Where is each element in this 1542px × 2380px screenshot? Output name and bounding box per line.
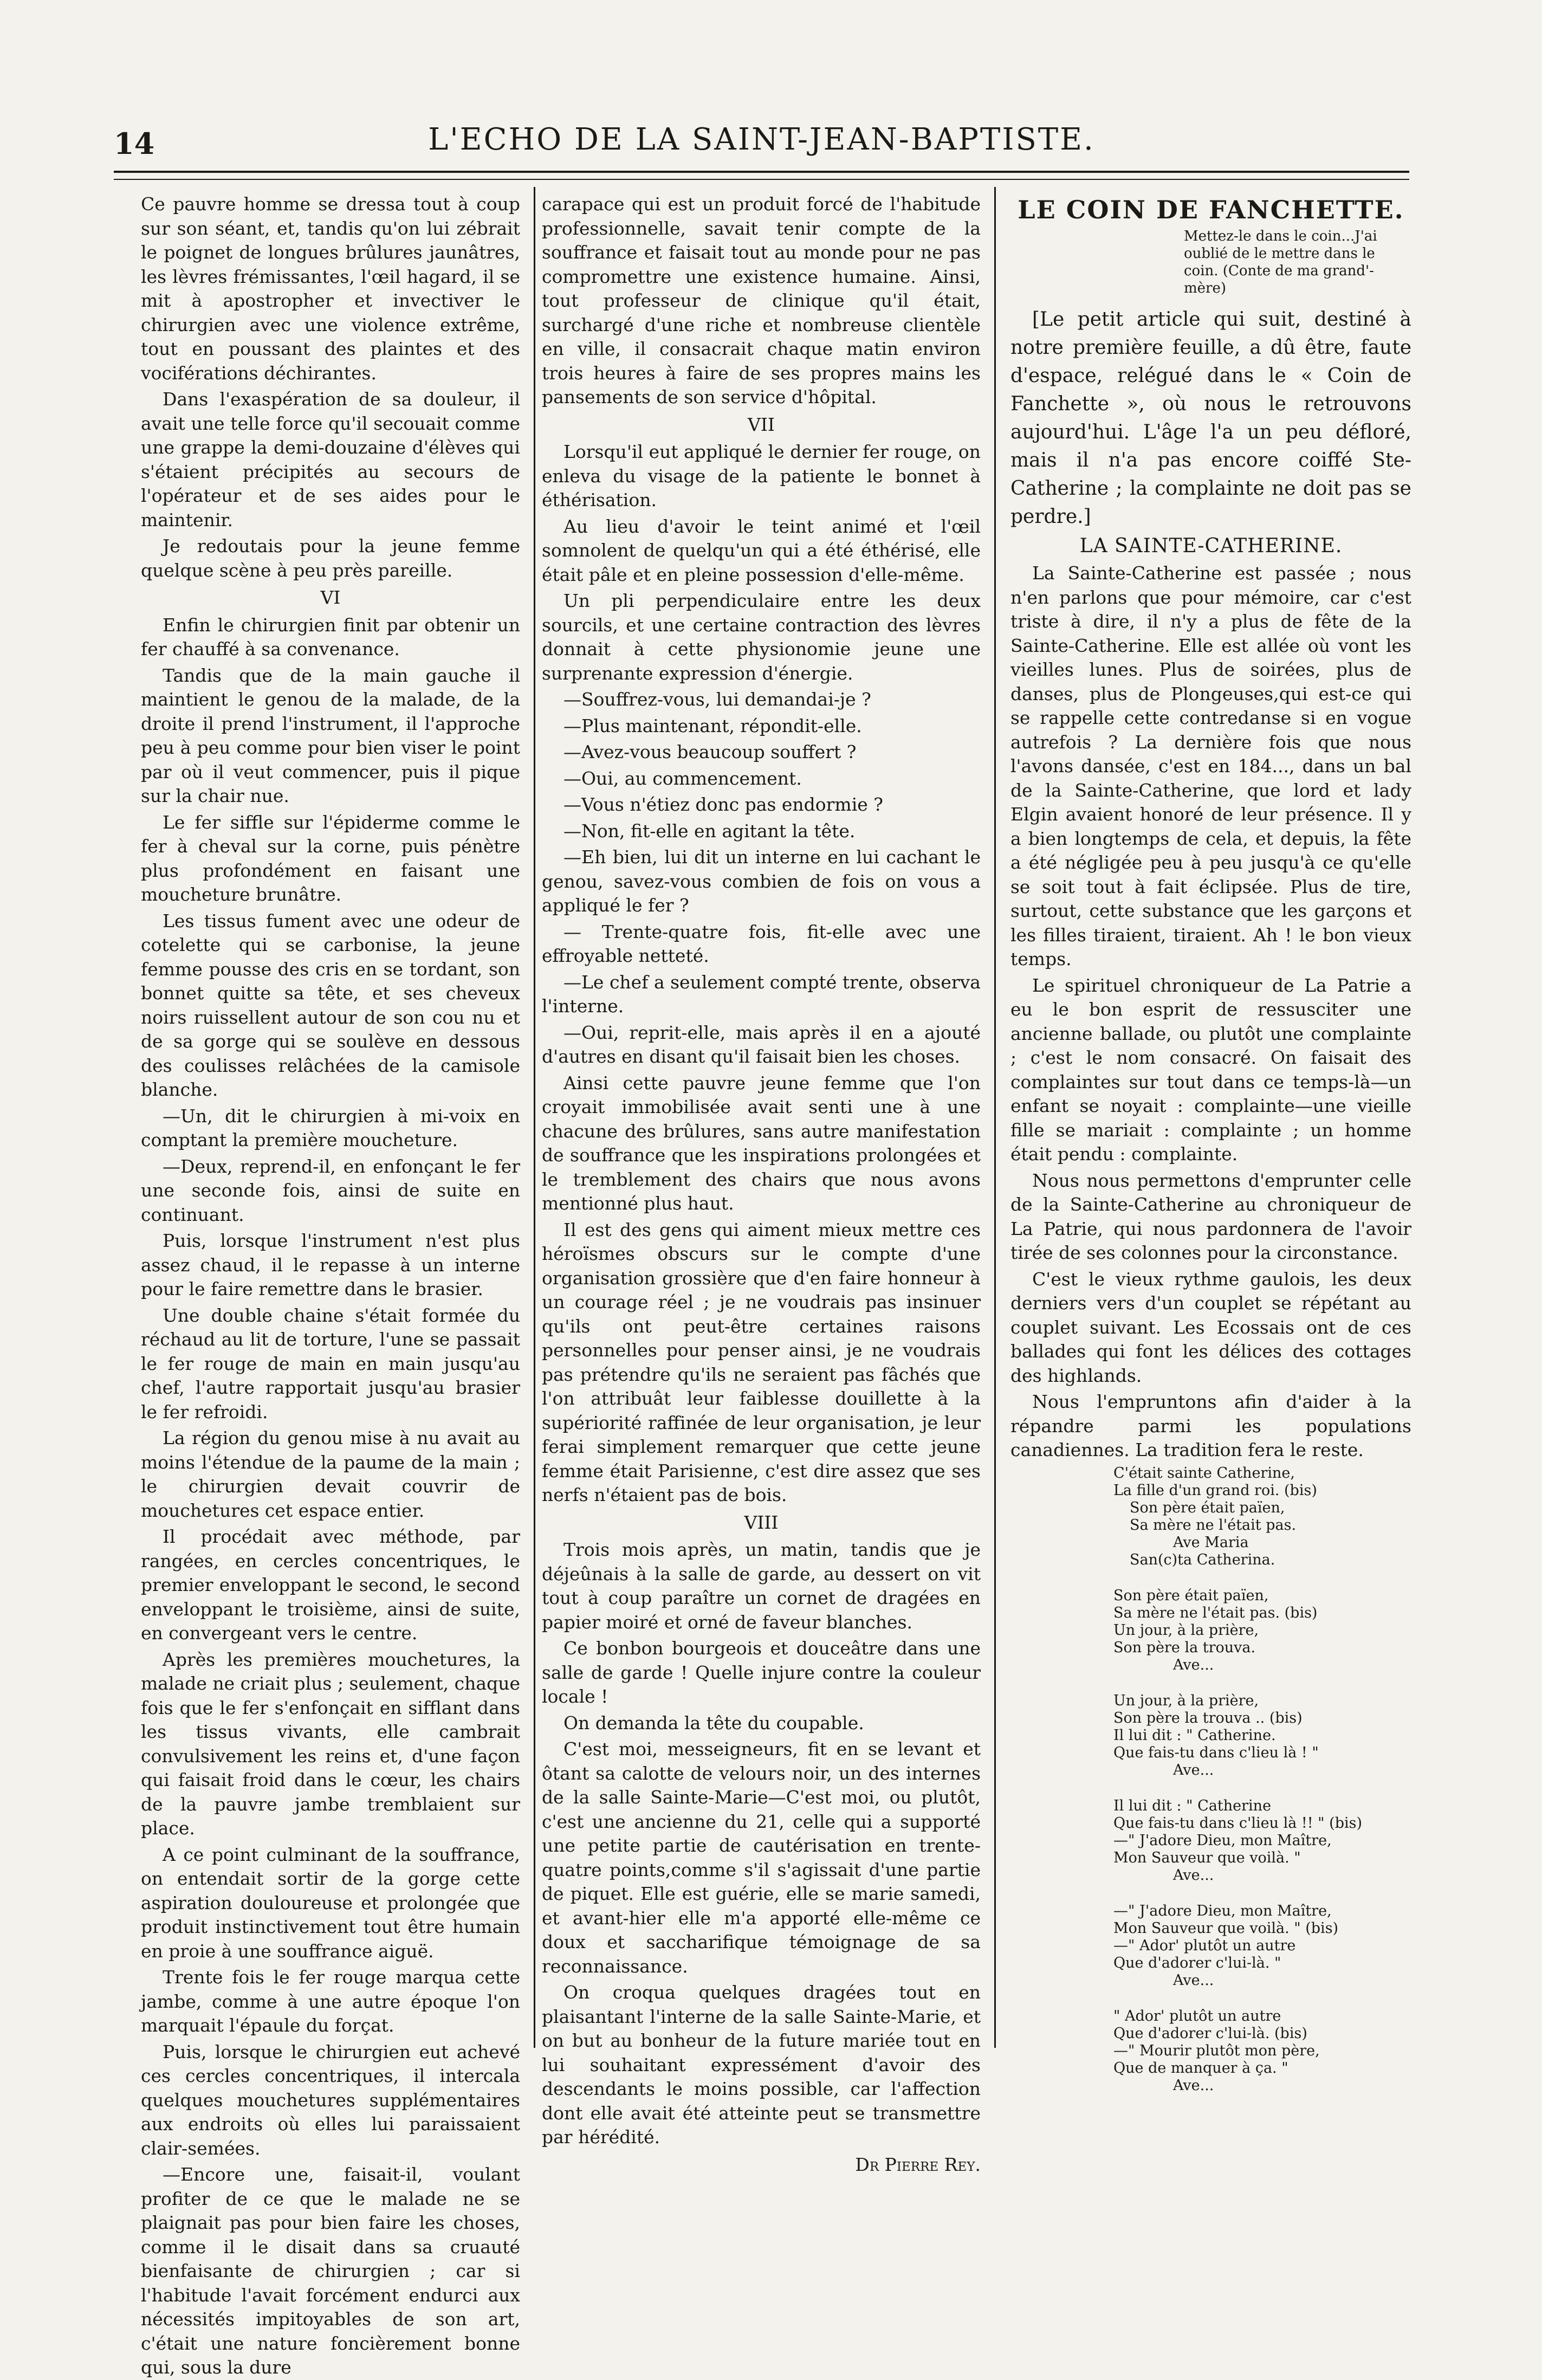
section-number: VI bbox=[320, 587, 341, 608]
paragraph: Nous nous permettons d'emprunter celle de la Sainte-Catherine au chroniqueur de La Patrie, qui nous pardonnera de l'avoir tirée de ses colonnes pour la circonstance. bbox=[1010, 1169, 1411, 1263]
complainte-poem bbox=[1113, 1465, 1411, 2094]
paragraph: Nous l'empruntons afin d'aider à la répandre parmi les populations canadiennes. La tradition fera le reste. bbox=[1010, 1391, 1411, 1460]
column-3 bbox=[1010, 192, 1411, 2094]
paragraph: —Un, dit le chirurgien à mi-voix en comptant la première moucheture. bbox=[141, 1105, 520, 1150]
editor-note: [Le petit article qui suit, destiné à notre première feuille, a dû être, faute d'espace, relégué dans le « Coin de Fanchette », où nous le retrouvons aujourd'hui. L'âge l'a un peu défloré, mais il n'a pas encore coiffé Ste-Catherine ; la complainte ne doit pas se perdre.] bbox=[1010, 308, 1411, 528]
poem-line: Ave... bbox=[1173, 1761, 1214, 1778]
paragraph: Une double chaine s'était formée du réchaud au lit de torture, l'une se passait le fer rouge de main en main jusqu'au chef, l'autre rapportait jusqu'au brasier le fer refroidi. bbox=[141, 1304, 520, 1422]
paragraph: A ce point culminant de la souffrance, on entendait sortir de la gorge cette aspiration douloureuse et prolongée que produit instinctivement tout être humain en proie à une souffrance aiguë. bbox=[141, 1844, 520, 1962]
header-rule-thin bbox=[114, 179, 1409, 180]
paragraph: Puis, lorsque le chirurgien eut achevé ces cercles concentriques, il intercala quelques mouchetures supplémentaires aux endroits où elles lui paraissaient clair-semées. bbox=[141, 2041, 520, 2159]
poem-stanza bbox=[1113, 1692, 1411, 1779]
poem-line: —" J'adore Dieu, mon Maître, bbox=[1113, 1902, 1332, 1919]
paragraph: Trois mois après, un matin, tandis que je déjeûnais à la salle de garde, au dessert on vit tout à coup paraître un cornet de dragées en papier moiré et orné de faveur blanches. bbox=[542, 1539, 981, 1633]
column-1 bbox=[141, 192, 520, 2378]
poem-line: Sa mère ne l'était pas. bbox=[1130, 1516, 1297, 1534]
poem-line: Ave... bbox=[1173, 1866, 1214, 1884]
dialogue-line: —Oui, reprit-elle, mais après il en a ajouté d'autres en disant qu'il faisait bien les choses. bbox=[542, 1021, 981, 1067]
poem-line: Que fais-tu dans c'lieu là !! " (bis) bbox=[1113, 1814, 1363, 1832]
dialogue-line: —Avez-vous beaucoup souffert ? bbox=[563, 741, 857, 762]
poem-line: Que de manquer à ça. " bbox=[1113, 2059, 1288, 2077]
paragraph: On demanda la tête du coupable. bbox=[563, 1712, 864, 1734]
dialogue-line: —Vous n'étiez donc pas endormie ? bbox=[563, 794, 883, 815]
paragraph: Trente fois le fer rouge marqua cette jambe, comme à une autre époque l'on marquait l'épaule du forçat. bbox=[141, 1967, 520, 2036]
journal-title: L'ECHO DE LA SAINT-JEAN-BAPTISTE. bbox=[428, 122, 1095, 157]
poem-line: Sa mère ne l'était pas. (bis) bbox=[1113, 1604, 1318, 1621]
article-title: LA SAINTE-CATHERINE. bbox=[1079, 534, 1343, 557]
poem-line: Son père était païen, bbox=[1113, 1587, 1269, 1604]
poem-line: —" Mourir plutôt mon père, bbox=[1113, 2042, 1320, 2059]
paragraph: Il procédait avec méthode, par rangées, en cercles concentriques, le premier enveloppant le second, le second enveloppant le troisième, ainsi de suite, en convergeant vers le centre. bbox=[141, 1526, 520, 1644]
poem-line: C'était sainte Catherine, bbox=[1113, 1464, 1295, 1482]
poem-line: Que fais-tu dans c'lieu là ! " bbox=[1113, 1744, 1319, 1761]
paragraph: C'est le vieux rythme gaulois, les deux derniers vers d'un couplet se répétant au couplet suivant. Les Ecossais ont de ces ballades qui font les délices des cottages des highlands. bbox=[1010, 1268, 1411, 1386]
poem-line: Que d'adorer c'lui-là. " bbox=[1113, 1954, 1281, 1971]
dialogue-line: —Non, fit-elle en agitant la tête. bbox=[563, 820, 856, 842]
poem-line: Mon Sauveur que voilà. " bbox=[1113, 1849, 1301, 1866]
poem-line: Mon Sauveur que voilà. " (bis) bbox=[1113, 1919, 1339, 1937]
poem-line: Son père la trouva .. (bis) bbox=[1113, 1709, 1303, 1726]
poem-line: Il lui dit : " Catherine bbox=[1113, 1797, 1272, 1814]
paragraph: carapace qui est un produit forcé de l'habitude professionnelle, savait tenir compte de la souffrance et faisait tout au monde pour ne pas compromettre une existence humaine. Ainsi, tout professeur de clinique qu'il était, surchargé d'une riche et nombreuse clientèle en ville, il consacrait chaque matin environ trois heures à faire de ses propres mains les pansements de son service d'hôpital. bbox=[542, 193, 981, 408]
poem-stanza bbox=[1113, 1903, 1411, 1989]
paragraph: Tandis que de la main gauche il maintient le genou de la malade, de la droite il prend l'instrument, il l'approche peu à peu comme pour bien viser le point par où il veut commencer, puis il pique sur la chair nue. bbox=[141, 664, 520, 806]
paragraph: Un pli perpendiculaire entre les deux sourcils, et une certaine contraction des lèvres donnait à cette physionomie jeune une surprenante expression d'énergie. bbox=[542, 590, 981, 684]
dialogue-line: —Plus maintenant, répondit-elle. bbox=[563, 715, 862, 736]
poem-line: Un jour, à la prière, bbox=[1113, 1692, 1259, 1709]
poem-line: Que d'adorer c'lui-là. (bis) bbox=[1113, 2025, 1307, 2042]
section-number: VIII bbox=[744, 1511, 779, 1533]
paragraph: On croqua quelques dragées tout en plaisantant l'interne de la salle Sainte-Marie, et on but au bonheur de la future mariée tout en lui souhaitant expressément d'avoir des descendants le moins possible, car l'affection dont elle avait été atteinte peut se transmettre par hérédité. bbox=[542, 1982, 981, 2148]
paragraph: C'est moi, messeigneurs, fit en se levant et ôtant sa calotte de velours noir, un des internes de la salle Sainte-Marie—C'est moi, ou plutôt, c'est une ancienne du 21, celle qui a supporté une petite partie de cautérisation en trente-quatre points,comme s'il s'agissait d'une partie de piquet. Elle est guérie, elle se marie samedi, et avant-hier elle m'a apporté elle-même ce doux et saccharifique témoignage de sa reconnaissance. bbox=[542, 1738, 981, 1977]
paragraph: —Encore une, faisait-il, voulant profiter de ce que le malade ne se plaignait pas pour bien faire les choses, comme il le disait dans sa cruauté bienfaisante de chirurgien ; car si l'habitude l'avait forcément endurci aux nécessités impitoyables de son art, c'était une nature foncièrement bonne qui, sous la dure bbox=[141, 2164, 520, 2378]
poem-line: Un jour, à la prière, bbox=[1113, 1621, 1259, 1639]
column-separator bbox=[994, 187, 996, 2048]
paragraph: —Deux, reprend-il, en enfonçant le fer une seconde fois, ainsi de suite en continuant. bbox=[141, 1155, 520, 1225]
paragraph: Après les premières mouchetures, la malade ne criait plus ; seulement, chaque fois que le fer s'enfonçait en sifflant dans les tissus vivants, elle cambrait convulsivement les reins et, d'une façon qui faisait froid dans le cœur, les chairs de la pauvre jambe tremblaient sur place. bbox=[141, 1648, 520, 1839]
author-signature: Dr Pierre Rey. bbox=[855, 2153, 981, 2175]
column-separator bbox=[534, 187, 535, 2048]
paragraph: Ce bonbon bourgeois et douceâtre dans une salle de garde ! Quelle injure contre la couleur locale ! bbox=[542, 1638, 981, 1707]
poem-line: Ave... bbox=[1173, 1656, 1214, 1673]
paragraph: Les tissus fument avec une odeur de cotelette qui se carbonise, la jeune femme pousse des cris en se tordant, son bonnet quitte sa tête, et ses cheveux noirs ruissellent autour de son cou nu et de sa gorge qui se soulève en dessous des coulisses relâchées de la camisole blanche. bbox=[141, 910, 520, 1100]
poem-line: La fille d'un grand roi. (bis) bbox=[1113, 1482, 1317, 1499]
paragraph: Le spirituel chroniqueur de La Patrie a eu le bon esprit de ressusciter une ancienne ballade, ou plutôt une complainte ; c'est le nom consacré. On faisait des complaintes sur tout dans ce temps-là—un enfant se noyait : complainte—une vieille fille se mariait : complainte ; un homme était pendu : complainte. bbox=[1010, 974, 1411, 1165]
poem-line: —" Ador' plutôt un autre bbox=[1113, 1937, 1296, 1954]
paragraph: Lorsqu'il eut appliqué le dernier fer rouge, on enleva du visage de la patiente le bonnet à éthérisation. bbox=[542, 441, 981, 510]
paragraph: La Sainte-Catherine est passée ; nous n'en parlons que pour mémoire, car c'est triste à dire, il n'y a plus de fête de la Sainte-Catherine. Elle est allée où vont les vieilles lunes. Plus de soirées, plus de danses, plus de Plongeuses,qui est-ce qui se rappelle cette contredanse si en vogue autrefois ? La dernière fois que nous l'avons dansée, c'est en 184..., dans un bal de la Sainte-Catherine, que lord et lady Elgin avaient honoré de leur présence. Il y a bien longtemps de cela, et depuis, la fête a été négligée peu à peu jusqu'à ce qu'elle se soit tout à fait éclipsée. Plus de tire, surtout, cette substance que les garçons et les filles tiraient, tiraient. Ah ! le bon vieux temps. bbox=[1010, 562, 1411, 969]
dialogue-line: —Le chef a seulement compté trente, observa l'interne. bbox=[542, 971, 981, 1017]
poem-line: Ave... bbox=[1173, 1971, 1214, 1989]
paragraph: Le fer siffle sur l'épiderme comme le fer à cheval sur la corne, puis pénètre plus profondément en faisant une moucheture brunâtre. bbox=[141, 811, 520, 905]
poem-line: Ave... bbox=[1173, 2077, 1214, 2094]
paragraph: Au lieu d'avoir le teint animé et l'œil somnolent de quelqu'un qui a été éthérisé, elle était pâle et en pleine possession d'elle-même. bbox=[542, 515, 981, 585]
paragraph: Ce pauvre homme se dressa tout à coup sur son séant, et, tandis qu'on lui zébrait le poignet de longues brûlures jaunâtres, les lèvres frémissantes, l'œil hagard, il se mit à apostropher et invectiver le chirurgien avec une violence extrême, tout en poussant des plaintes et des vociférations déchirantes. bbox=[141, 193, 520, 384]
poem-stanza bbox=[1113, 1465, 1411, 1569]
column-2 bbox=[542, 192, 981, 2175]
section-number: VII bbox=[748, 413, 775, 435]
header-rule bbox=[114, 171, 1409, 173]
paragraph: Ainsi cette pauvre jeune femme que l'on croyait immobilisée avait senti une à une chacune des brûlures, sans autre manifestation de souffrance que les inspirations prolongées et le tremblement des chairs que nous avons mentionné plus haut. bbox=[542, 1072, 981, 1214]
section-title: LE COIN DE FANCHETTE. bbox=[1018, 195, 1404, 224]
poem-stanza bbox=[1113, 1797, 1411, 1884]
paragraph: Je redoutais pour la jeune femme quelque scène à peu près pareille. bbox=[141, 535, 520, 581]
poem-line: —" J'adore Dieu, mon Maître, bbox=[1113, 1832, 1332, 1849]
poem-stanza bbox=[1113, 2008, 1411, 2094]
paragraph: La région du genou mise à nu avait au moins l'étendue de la paume de la main ; le chirurgien devait couvrir de mouchetures cet espace entier. bbox=[141, 1427, 520, 1521]
poem-line: Il lui dit : " Catherine. bbox=[1113, 1726, 1276, 1744]
paragraph: Puis, lorsque l'instrument n'est plus assez chaud, il le repasse à un interne pour le faire remettre dans le brasier. bbox=[141, 1230, 520, 1299]
page-header bbox=[114, 122, 1409, 171]
dialogue-line: —Oui, au commencement. bbox=[563, 767, 802, 789]
poem-line: Ave Maria bbox=[1173, 1534, 1249, 1551]
dialogue-line: —Souffrez-vous, lui demandai-je ? bbox=[563, 689, 871, 710]
poem-line: Son père la trouva. bbox=[1113, 1639, 1256, 1656]
page-number: 14 bbox=[114, 126, 155, 161]
dialogue-line: —Eh bien, lui dit un interne en lui cachant le genou, savez-vous combien de fois on vous a appliqué le fer ? bbox=[542, 846, 981, 916]
poem-line: San(c)ta Catherina. bbox=[1130, 1551, 1275, 1568]
dialogue-line: — Trente-quatre fois, fit-elle avec une effroyable netteté. bbox=[542, 921, 981, 966]
paragraph: Il est des gens qui aiment mieux mettre ces héroïsmes obscurs sur le compte d'une organisation grossière que d'en faire honneur à un courage réel ; je ne voudrais pas insinuer qu'ils ont peut-être certaines raisons personnelles pour penser ainsi, je ne voudrais pas prétendre qu'ils ne seraient pas fâchés que l'on attribuât leur faiblesse douillette à la supériorité raffinée de leur organisation, je leur ferai simplement remarquer que cette jeune femme était Parisienne, c'est dire assez que ses nerfs n'étaient pas de bois. bbox=[542, 1219, 981, 1505]
epigraph: Mettez-le dans le coin...J'ai oublié de le mettre dans le coin. (Conte de ma grand'-mère) bbox=[1184, 228, 1377, 296]
poem-stanza bbox=[1113, 1587, 1411, 1674]
poem-line: Son père était païen, bbox=[1130, 1499, 1285, 1516]
paragraph: Dans l'exaspération de sa douleur, il avait une telle force qu'il secouait comme une grappe la demi-douzaine d'élèves qui s'étaient précipités au secours de l'opérateur et de ses aides pour le maintenir. bbox=[141, 389, 520, 531]
paragraph: Enfin le chirurgien finit par obtenir un fer chauffé à sa convenance. bbox=[141, 614, 520, 659]
poem-line: " Ador' plutôt un autre bbox=[1113, 2007, 1281, 2025]
